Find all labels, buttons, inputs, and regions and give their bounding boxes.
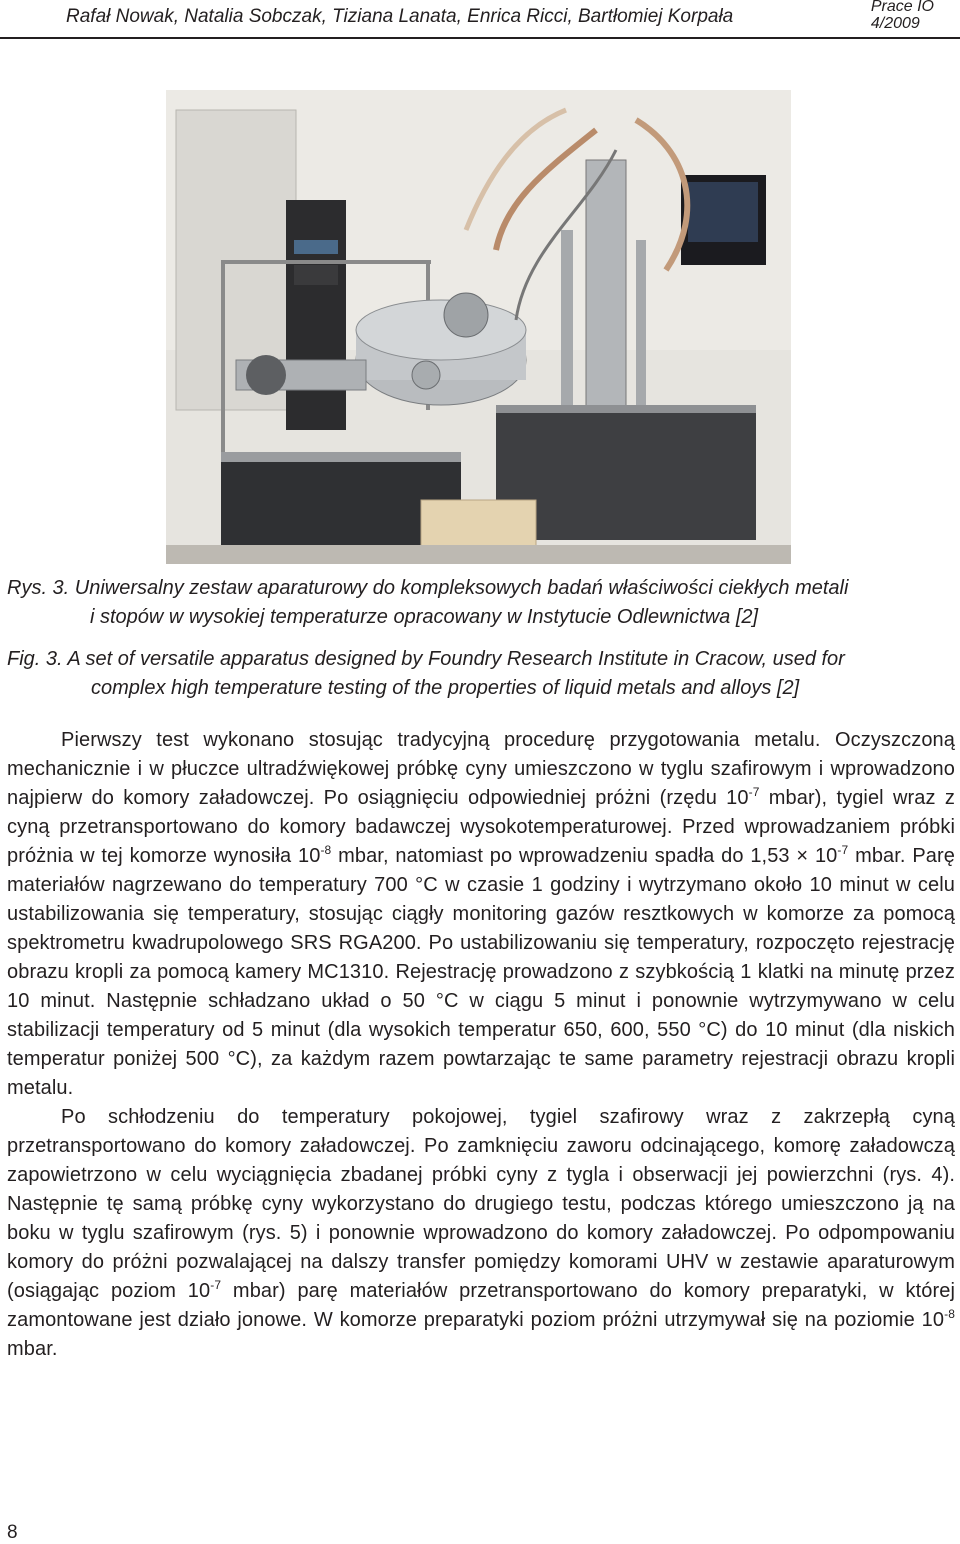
page-number: 8 xyxy=(7,1522,18,1543)
p1-text-c: mbar, natomiast po wprowadzeniu spadła do 1,53 × 10 xyxy=(331,845,838,867)
paragraph-1 xyxy=(7,726,955,1103)
apparatus-photo-illustration xyxy=(166,90,791,564)
journal-name: Prace IO xyxy=(870,0,934,15)
p2-text-c: mbar. xyxy=(7,1338,58,1360)
p1-text-a: Pierwszy test wykonano stosując tradycyjną procedurę przygotowania metalu. Oczyszczoną mechanicznie i w płuczce ultradźwiękowej próbkę cyny umieszczono w tyglu szafirowym i wprowadzono najpierw do komory załadowczej. Po osiągnięciu odpowiedniej próżni (rzędu 10 xyxy=(7,729,955,809)
p1-text-b: mbar), tygiel wraz z cyną przetransportowano do komory badawczej wysokotemperaturowej. Przed wprowadzaniem próbki próżnia w tej komorze wynosiła 10 xyxy=(7,787,955,867)
header-journal xyxy=(871,0,934,32)
p2-text-a: Po schłodzeniu do temperatury pokojowej, tygiel szafirowy wraz z zakrzepłą cyną przetransportowano do komory załadowczej. Po zamknięciu zaworu odcinającego, komorę załadowczą zapowietrzono w celu wyciągnięcia zbadanej próbki cyny z tygla i obserwacji jej powierzchni (rys. 4). Następnie tę samą próbkę cyny wykorzystano do drugiego testu, podczas którego umieszczono ją na boku w tyglu szafirowym (rys. 5) i ponownie wprowadzono do komory załadowczej. Po odpompowaniu komory do próżni pozwalającej na dalszy transfer pomiędzy komorami UHV w zestawie aparaturowym (osiągając poziom 10 xyxy=(7,1106,955,1302)
p1-text-d: mbar. Parę materiałów nagrzewano do temperatury 700 °C w czasie 1 godziny i wytrzymano około 10 minut w celu ustabilizowania się temperatury, stosując ciągły monitoring gazów resztkowych w komorze za pomocą spektrometru kwadrupolowego SRS RGA200. Po ustabilizowaniu się temperatury, rozpoczęto rejestrację obrazu kropli za pomocą kamery MC1310. Rejestrację prowadzono z szybkością 1 klatki na minutę przez 10 minut. Następnie schładzano układ o 50 °C w ciągu 5 minut i ponownie wytrzymywano w celu stabilizacji temperatury od 5 minut (dla wysokich temperatur 650, 600, 550 °C) do 10 minut (dla niskich temperatur poniżej 500 °C), za każdym razem powtarzając te same parametry rejestracji obrazu kropli metalu. xyxy=(7,845,956,1099)
journal-issue: 4/2009 xyxy=(870,15,920,32)
caption-en-line2: complex high temperature testing of the properties of liquid metals and alloys [2] xyxy=(91,677,800,699)
apparatus-photo xyxy=(166,90,791,564)
p2-text-b: mbar) parę materiałów przetransportowano do komory preparatyki, w której zamontowane jest działo jonowe. W komorze preparatyki poziom próżni utrzymywał się na poziomie 10 xyxy=(7,1280,956,1331)
body-text xyxy=(7,726,955,1364)
p1-superscript-1: -7 xyxy=(748,785,760,799)
p1-superscript-3: -7 xyxy=(837,843,849,857)
caption-pl-line2: i stopów w wysokiej temperaturze opracowany w Instytucie Odlewnictwa [2] xyxy=(90,606,759,628)
caption-pl-line1: Rys. 3. Uniwersalny zestaw aparaturowy do kompleksowych badań właściwości ciekłych metali xyxy=(7,577,849,599)
figure-caption-polish xyxy=(7,574,955,632)
paragraph-2 xyxy=(7,1103,955,1364)
figure-caption-english xyxy=(7,645,955,703)
header-authors: Rafał Nowak, Natalia Sobczak, Tiziana Lanata, Enrica Ricci, Bartłomiej Korpała xyxy=(66,6,734,27)
running-header xyxy=(0,0,960,38)
caption-en-line1: Fig. 3. A set of versatile apparatus designed by Foundry Research Institute in Cracow, used for xyxy=(7,648,845,670)
p2-superscript-2: -8 xyxy=(944,1307,955,1321)
p1-superscript-2: -8 xyxy=(320,843,332,857)
p2-superscript-1: -7 xyxy=(210,1278,222,1292)
header-rule xyxy=(0,37,960,39)
